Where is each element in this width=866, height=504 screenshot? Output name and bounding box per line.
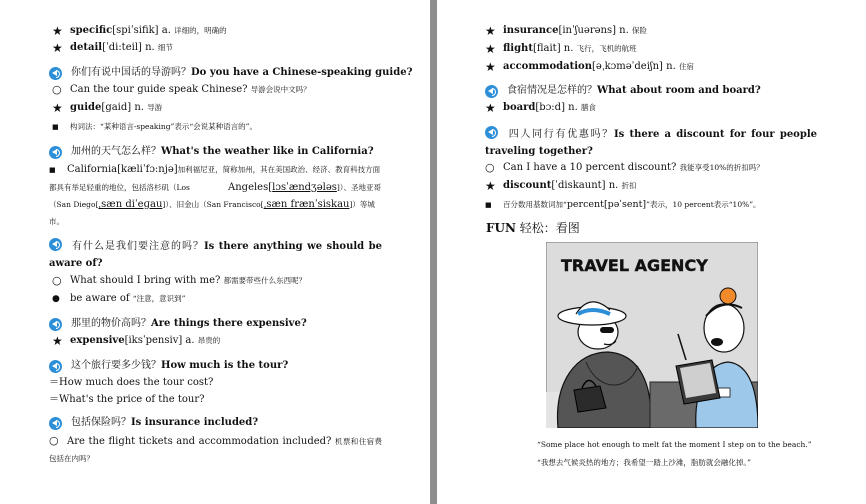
question-cn: 你们有说中国话的导游吗？ [71, 67, 191, 78]
circle-bullet-icon: ○ [52, 83, 62, 96]
example-flight-tickets [49, 432, 382, 467]
vocab-phonetic: [əˌkɔməˈdeiʃn] n. [592, 61, 676, 72]
note-word-formation [52, 120, 257, 134]
caption-chinese: “我想去气候炎热的地方；我希望一踏上沙滩，脂肪就会融化掉。” [537, 458, 751, 467]
question-en: What's the weather like in California? [161, 146, 374, 157]
question-discount [485, 126, 817, 160]
vocab-phonetic: [flait] n. [532, 43, 574, 54]
star-icon: ★ [485, 101, 496, 115]
equivalent-text: ＝What's the price of the tour? [49, 394, 205, 405]
star-icon: ★ [52, 41, 63, 55]
sentence-text: Can the tour guide speak Chinese? [70, 84, 248, 95]
vocab-gloss: 住宿 [678, 62, 694, 71]
equivalent-text: ＝How much does the tour cost? [49, 377, 214, 388]
vocab-word: board [503, 102, 536, 113]
vocab-board [485, 101, 596, 115]
hair-bun [720, 288, 736, 304]
question-chinese-guide [49, 66, 412, 80]
speaker-icon[interactable] [49, 238, 62, 251]
note-text: 百分数用基数词加“ [503, 200, 567, 209]
sentence-gloss: 都需要带些什么东西呢？ [223, 276, 307, 285]
square-bullet-icon: ■ [49, 166, 56, 174]
vocab-word: insurance [503, 25, 559, 36]
vocab-gloss: 折扣 [621, 181, 637, 190]
right-page [437, 0, 866, 504]
sentence-text: What should I bring with me? [70, 275, 221, 286]
vocab-word: specific [70, 25, 113, 36]
vocab-phonetic: [inˈʃuərəns] n. [558, 25, 629, 36]
sentence-text: Can I have a 10 percent discount? [503, 162, 677, 173]
page-divider [430, 0, 437, 504]
star-icon: ★ [52, 334, 63, 348]
vocab-specific [52, 24, 227, 38]
speaker-icon[interactable] [49, 417, 62, 430]
square-bullet-icon: ■ [485, 201, 492, 209]
sf-name: ]）、旧金山（San Francisco[ [162, 200, 264, 209]
sf-phonetic: ˌsæn frænˈsiskau [263, 199, 350, 210]
equivalent-sentence [49, 376, 213, 390]
vocab-gloss: 导游 [147, 103, 163, 112]
question-en: Is there a discount for four people traveling together? [485, 129, 818, 157]
fun-subtitle: 轻松：看图 [519, 221, 580, 235]
vocab-word: guide [70, 102, 102, 113]
vocab-gloss: 昂贵的 [197, 336, 221, 345]
vocab-phonetic: [ˈdiskaunt] n. [551, 180, 619, 191]
question-cn: 四人同行有优惠吗？ [507, 129, 614, 140]
dot-bullet-icon: ● [52, 294, 60, 304]
fun-label: FUN [486, 221, 516, 235]
question-en: What about room and board? [597, 85, 761, 96]
sentence-text: Are the flight tickets and accommodation included? [67, 436, 332, 447]
cartoon-sign-text: TRAVEL AGENCY [561, 256, 708, 275]
circle-bullet-icon: ○ [49, 434, 59, 447]
question-cn: 包括保险吗？ [71, 417, 131, 428]
vocab-expensive [52, 334, 220, 348]
question-cn: 有什么是我们要注意的吗？ [71, 241, 204, 252]
circle-bullet-icon: ○ [52, 274, 62, 287]
left-page [0, 0, 430, 504]
question-en: How much is the tour? [161, 360, 289, 371]
speaker-icon[interactable] [485, 126, 498, 139]
vocab-accommodation [485, 60, 694, 74]
speaker-icon[interactable] [49, 146, 62, 159]
vocab-guide [52, 101, 162, 115]
sentence-gloss: 我能享受10%的折扣吗？ [679, 163, 764, 172]
sd-name: ]）、圣地亚哥（San Diego[ [49, 183, 382, 209]
note-text: 构词法：“某种语言-speaking”表示“会说某种语言的”。 [70, 122, 258, 131]
star-icon: ★ [485, 179, 496, 193]
vocab-phonetic: [gaid] n. [101, 102, 144, 113]
vocab-flight [485, 42, 637, 56]
question-insurance [49, 416, 258, 430]
question-cn: 这个旅行要多少钱？ [71, 360, 161, 371]
vocab-word: expensive [70, 335, 125, 346]
question-en: Do you have a Chinese-speaking guide? [191, 67, 413, 78]
note-term: percent[pəˈsent] [566, 199, 647, 210]
example-sentence [52, 274, 306, 288]
vocab-word: discount [503, 180, 552, 191]
question-cn: 那里的物价高吗？ [71, 318, 151, 329]
cities-tail: ]）等城市。 [49, 200, 375, 226]
note-percent [485, 198, 761, 212]
equivalent-sentence [49, 393, 204, 407]
star-icon: ★ [485, 24, 496, 38]
vocab-gloss: 膳食 [580, 103, 596, 112]
la-phonetic: lɔsˈændʒələs [272, 182, 337, 193]
question-room-board [485, 84, 761, 98]
square-bullet-icon: ■ [52, 123, 59, 131]
question-en: Is there anything we should be aware of? [49, 241, 382, 269]
question-weather [49, 145, 374, 159]
vocab-insurance [485, 24, 647, 38]
handbag-icon [574, 386, 606, 412]
vocab-phonetic: [iksˈpensiv] a. [124, 335, 195, 346]
star-icon: ★ [485, 42, 496, 56]
fun-heading [486, 219, 580, 236]
circle-bullet-icon: ○ [485, 161, 495, 174]
california-term: California[kæliˈfɔ:njə] [67, 164, 178, 175]
note-text-tail: ”表示，10 percent表示“10%”。 [646, 200, 761, 209]
example-sentence [485, 161, 764, 175]
la-name: Angeles[ [228, 182, 273, 193]
sentence-gloss: 机票和住宿费包括在内吗？ [49, 437, 382, 463]
star-icon: ★ [52, 101, 63, 115]
question-cn: 加州的天气怎么样？ [71, 146, 161, 157]
vocab-phonetic: [bɔ:d] n. [535, 102, 578, 113]
vocab-gloss: 飞行，飞机的航班 [576, 44, 637, 53]
star-icon: ★ [485, 60, 496, 74]
question-expensive [49, 317, 307, 331]
question-aware [49, 238, 382, 272]
question-price [49, 359, 288, 373]
caption-english: “Some place hot enough to melt fat the moment I step on to the beach.” [537, 440, 812, 449]
question-en: Are things there expensive? [151, 318, 307, 329]
vocab-phonetic: [spiˈsifik] a. [112, 25, 171, 36]
phrase-note [52, 292, 185, 306]
vocab-gloss: 详细的，明确的 [174, 26, 227, 35]
vocab-gloss: 细节 [157, 43, 173, 52]
speaker-icon[interactable] [485, 85, 498, 98]
speaker-icon[interactable] [49, 67, 62, 80]
california-desc: 加利福尼亚，简称加州，其在美国政治、经济、教育科技方面都具有举足轻重的地位，包括洛杉矶（Los [49, 165, 381, 192]
phrase-gloss: “注意，意识到” [132, 294, 186, 303]
vocab-discount [485, 179, 637, 193]
question-cn: 食宿情况是怎样的？ [507, 85, 597, 96]
vocab-detail [52, 41, 173, 55]
sd-phonetic: ˌsæn diˈeɡau [98, 199, 163, 210]
star-icon: ★ [52, 24, 63, 38]
vocab-word: detail [70, 42, 103, 53]
example-sentence [52, 83, 311, 97]
vocab-gloss: 保险 [631, 26, 647, 35]
sentence-gloss: 导游会说中文吗？ [250, 85, 311, 94]
vocab-phonetic: [ˈdi:teil] n. [102, 42, 155, 53]
speaker-icon[interactable] [49, 360, 62, 373]
speaker-icon[interactable] [49, 318, 62, 331]
vocab-word: accommodation [503, 61, 592, 72]
vocab-word: flight [503, 43, 533, 54]
phrase-text: be aware of [70, 293, 130, 304]
travel-agency-cartoon [546, 242, 758, 428]
question-en: Is insurance included? [131, 417, 259, 428]
california-note [49, 161, 382, 230]
